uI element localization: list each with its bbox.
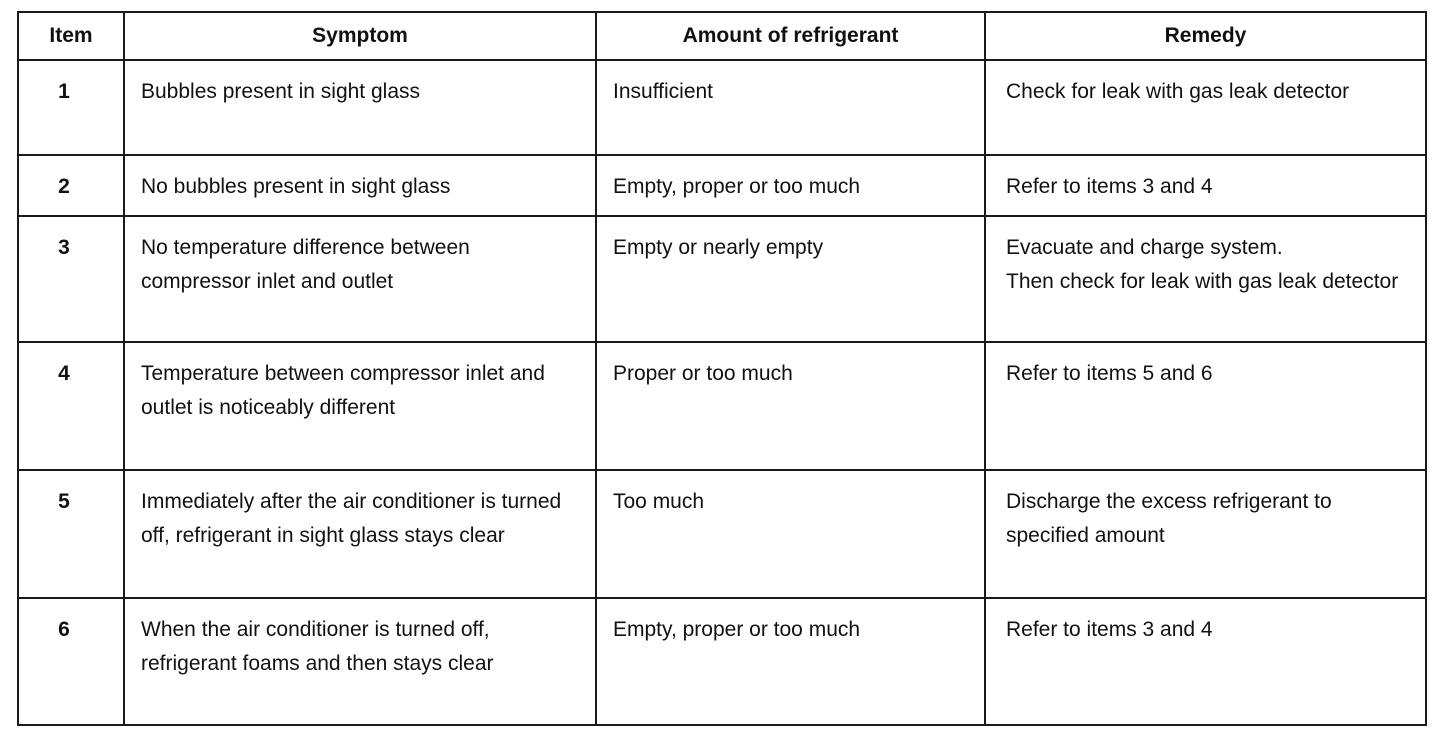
remedy-cell [985,470,1426,598]
table-row [18,155,1426,216]
item-number: 1 [18,60,124,155]
remedy-text: Refer to items 3 and 4 [1006,175,1213,198]
item-number: 2 [18,155,124,216]
remedy-text: Evacuate and charge system. [1006,236,1283,259]
table-row [18,598,1426,725]
remedy-text: Discharge the excess refrigerant to specified amount [1006,490,1332,547]
refrigerant-diagnosis-table [17,11,1427,726]
amount-cell: Too much [596,470,985,598]
amount-cell: Insufficient [596,60,985,155]
remedy-cell [985,598,1426,725]
remedy-cell [985,155,1426,216]
remedy-cell [985,216,1426,342]
remedy-cell [985,342,1426,470]
remedy-text: Refer to items 3 and 4 [1006,618,1213,641]
header-symptom: Symptom [124,12,596,60]
table-row [18,342,1426,470]
symptom-cell: Temperature between compressor inlet and outlet is noticeably different [124,342,596,470]
amount-cell: Empty or nearly empty [596,216,985,342]
amount-cell: Empty, proper or too much [596,598,985,725]
symptom-cell: No temperature difference between compressor inlet and outlet [124,216,596,342]
table-row [18,216,1426,342]
table-body [18,60,1426,725]
symptom-cell: Immediately after the air conditioner is turned off, refrigerant in sight glass stays clear [124,470,596,598]
refrigerant-diagnosis-table-container [17,11,1425,724]
table-row [18,470,1426,598]
table-row [18,60,1426,155]
amount-cell: Proper or too much [596,342,985,470]
remedy-text: Then check for leak with gas leak detector [1006,270,1399,293]
symptom-cell: When the air conditioner is turned off, refrigerant foams and then stays clear [124,598,596,725]
header-row [18,12,1426,60]
header-remedy: Remedy [985,12,1426,60]
remedy-text: Refer to items 5 and 6 [1006,362,1213,385]
item-number: 6 [18,598,124,725]
header-amount: Amount of refrigerant [596,12,985,60]
item-number: 4 [18,342,124,470]
symptom-cell: Bubbles present in sight glass [124,60,596,155]
item-number: 3 [18,216,124,342]
remedy-cell [985,60,1426,155]
remedy-text: Check for leak with gas leak detector [1006,80,1350,103]
header-item: Item [18,12,124,60]
amount-cell: Empty, proper or too much [596,155,985,216]
table-header [18,12,1426,60]
symptom-cell: No bubbles present in sight glass [124,155,596,216]
item-number: 5 [18,470,124,598]
